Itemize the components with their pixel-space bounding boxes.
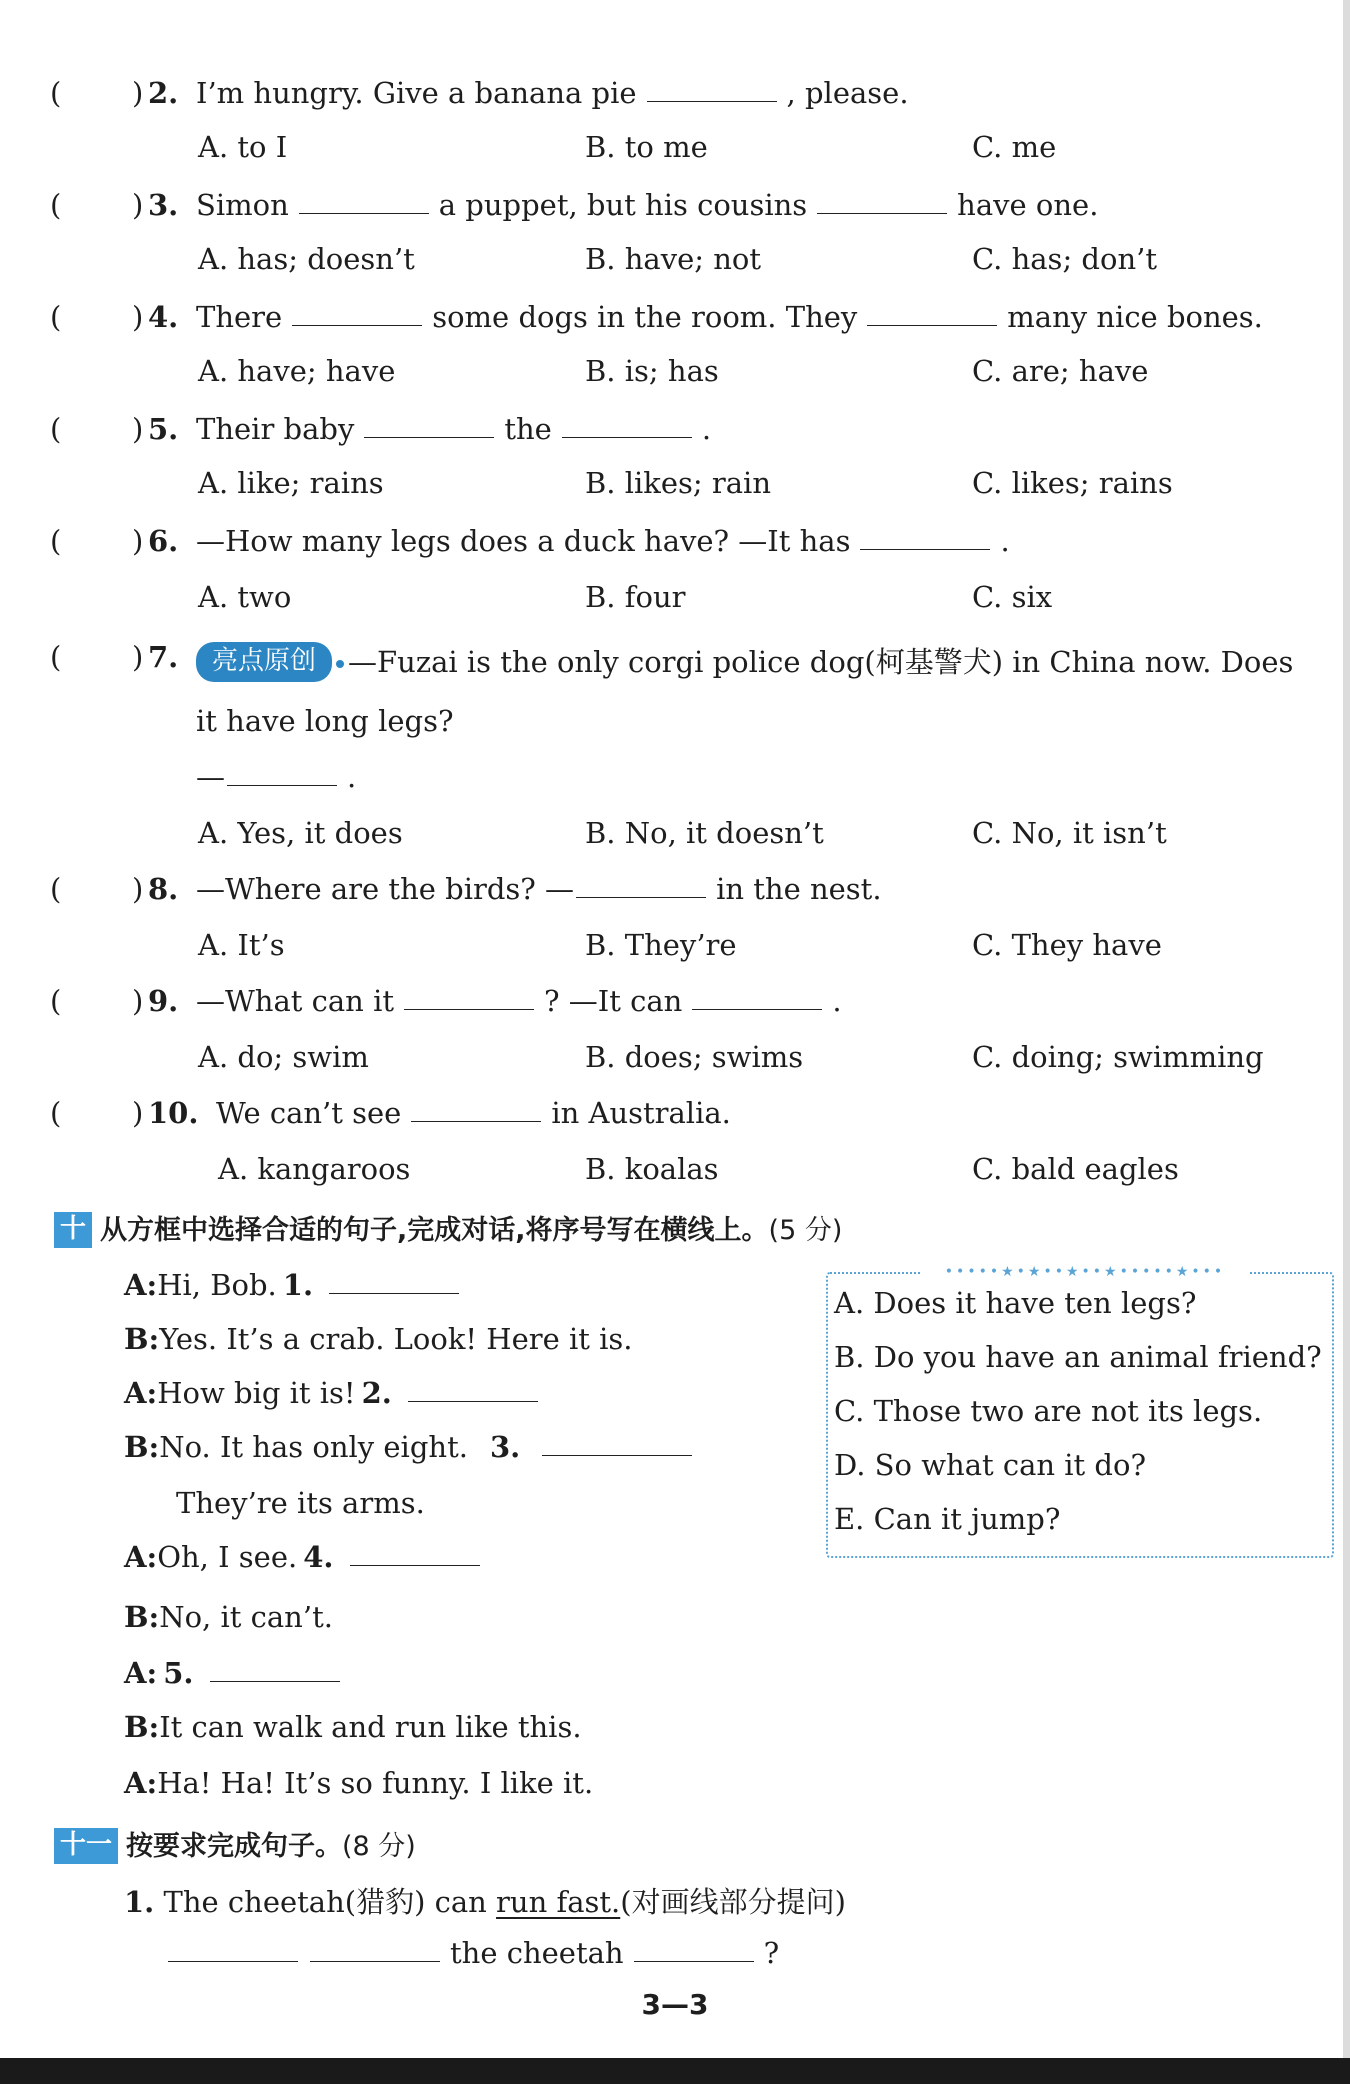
option-a[interactable]: A. has; doesn’t (198, 242, 415, 276)
answer-paren-close: ) (132, 76, 144, 110)
option-b[interactable]: B. is; has (585, 354, 719, 388)
option-c[interactable]: C. has; don’t (972, 242, 1158, 276)
answer-blank[interactable] (299, 212, 429, 214)
option-b[interactable]: B. likes; rain (585, 466, 772, 500)
dialogue-line: B:Yes. It’s a crab. Look! Here it is. (124, 1322, 633, 1356)
question-3-options (0, 242, 1340, 286)
answer-blank[interactable] (634, 1960, 754, 1962)
answer-blank[interactable] (364, 436, 494, 438)
option-b[interactable]: B. No, it doesn’t (585, 816, 824, 850)
question-stem: 亮点原创 —Fuzai is the only corgi police dog(柯基警犬) in China now. Does (196, 640, 1293, 684)
question-number: 9. (148, 984, 179, 1018)
question-number: 2. (148, 76, 179, 110)
question-4: ( ) 4. There some dogs in the room. They many nice bones. (50, 300, 1263, 334)
answer-blank[interactable] (542, 1454, 692, 1456)
page-bottom-edge (0, 2058, 1350, 2084)
question-number: 5. (148, 412, 179, 446)
question-number: 6. (148, 524, 179, 558)
badge-dot (336, 660, 344, 668)
answer-blank[interactable] (817, 212, 947, 214)
question-stem: I’m hungry. Give a banana pie , please. (196, 76, 909, 110)
section-badge: 十一 (54, 1828, 118, 1864)
question-6-options (0, 580, 1340, 624)
question-number: 3. (148, 188, 179, 222)
option-a[interactable]: A. to I (198, 130, 288, 164)
question-6: ( ) 6. —How many legs does a duck have? —It has . (50, 524, 1010, 558)
question-stem: There some dogs in the room. They many nice bones. (196, 300, 1263, 334)
question-7-answer-line: — . (196, 760, 357, 794)
option-a[interactable]: A. have; have (198, 354, 396, 388)
section-badge: 十 (54, 1212, 92, 1248)
question-9-options (0, 1040, 1340, 1084)
answer-blank[interactable] (692, 1008, 822, 1010)
question-stem: Their baby the . (196, 412, 712, 446)
option-c[interactable]: C. No, it isn’t (972, 816, 1167, 850)
page-number: 3—3 (641, 1988, 709, 2021)
section-11-heading (54, 1824, 416, 1866)
section-score: (5 分) (768, 1215, 843, 1246)
option-b[interactable]: B. koalas (585, 1152, 719, 1186)
question-stem: —Where are the birds? — in the nest. (196, 872, 882, 906)
dialogue-line: A:Oh, I see. 4. (124, 1540, 490, 1574)
option-b[interactable]: B. to me (585, 130, 708, 164)
question-stem: Simon a puppet, but his cousins have one. (196, 188, 1099, 222)
dialogue-line: A: 5. (124, 1656, 350, 1690)
dialogue-line: A:How big it is! 2. (124, 1376, 548, 1410)
option-c[interactable]: C. me (972, 130, 1057, 164)
answer-blank[interactable] (210, 1680, 340, 1682)
question-stem: —What can it ? —It can . (196, 984, 842, 1018)
option-c[interactable]: C. bald eagles (972, 1152, 1179, 1186)
box-star-border: •••••★•★••★••★•••••★••• (920, 1264, 1250, 1280)
question-8: ( ) 8. —Where are the birds? — in the nest. (50, 872, 882, 906)
choice-item: C. Those two are not its legs. (834, 1394, 1263, 1428)
option-a[interactable]: A. two (198, 580, 292, 614)
section-title: 按要求完成句子。 (126, 1831, 343, 1862)
question-number: 4. (148, 300, 179, 334)
highlight-original-badge: 亮点原创 (196, 642, 332, 682)
choice-item: E. Can it jump? (834, 1502, 1061, 1536)
dialogue-line: A:Hi, Bob. 1. (124, 1268, 469, 1302)
answer-blank[interactable] (411, 1120, 541, 1122)
rewrite-item-1: 1. The cheetah(猎豹) can run fast.(对画线部分提问) (124, 1885, 846, 1919)
answer-blank[interactable] (227, 784, 337, 786)
option-a[interactable]: A. Yes, it does (198, 816, 403, 850)
answer-blank[interactable] (562, 436, 692, 438)
answer-blank[interactable] (860, 548, 990, 550)
answer-blank[interactable] (647, 100, 777, 102)
choice-item: A. Does it have ten legs? (834, 1286, 1197, 1320)
option-a[interactable]: A. do; swim (198, 1040, 369, 1074)
answer-blank[interactable] (329, 1292, 459, 1294)
question-8-options (0, 928, 1340, 972)
option-a[interactable]: A. like; rains (198, 466, 384, 500)
answer-paren-open: ( (50, 76, 62, 110)
option-c[interactable]: C. six (972, 580, 1053, 614)
answer-blank[interactable] (404, 1008, 534, 1010)
answer-blank[interactable] (168, 1960, 298, 1962)
answer-blank[interactable] (292, 324, 422, 326)
question-7-options (0, 816, 1340, 860)
question-3: ( ) 3. Simon a puppet, but his cousins have one. (50, 188, 1099, 222)
option-c[interactable]: C. are; have (972, 354, 1149, 388)
option-c[interactable]: C. likes; rains (972, 466, 1173, 500)
dialogue-line: B:No, it can’t. (124, 1600, 333, 1634)
option-c[interactable]: C. doing; swimming (972, 1040, 1264, 1074)
answer-blank[interactable] (867, 324, 997, 326)
question-5: ( ) 5. Their baby the . (50, 412, 712, 446)
question-stem: —How many legs does a duck have? —It has . (196, 524, 1010, 558)
question-number: 10. (148, 1096, 199, 1130)
dialogue-line: B:It can walk and run like this. (124, 1710, 582, 1744)
option-b[interactable]: B. have; not (585, 242, 762, 276)
option-b[interactable]: B. They’re (585, 928, 737, 962)
question-number: 7. (148, 640, 179, 674)
section-title: 从方框中选择合适的句子,完成对话,将序号写在横线上。 (100, 1215, 769, 1246)
question-7-line-2: it have long legs? (196, 704, 454, 738)
option-b[interactable]: B. four (585, 580, 686, 614)
question-10: ( ) 10. We can’t see in Australia. (50, 1096, 731, 1130)
option-b[interactable]: B. does; swims (585, 1040, 804, 1074)
question-2-options (0, 130, 1340, 174)
dialogue-line: B:No. It has only eight. 3. (124, 1430, 702, 1464)
option-c[interactable]: C. They have (972, 928, 1162, 962)
question-10-options (0, 1152, 1340, 1196)
choice-item: D. So what can it do? (834, 1448, 1147, 1482)
answer-blank[interactable] (408, 1400, 538, 1402)
question-4-options (0, 354, 1340, 398)
dialogue-continuation: They’re its arms. (176, 1486, 425, 1520)
rewrite-answer-line: the cheetah ? (168, 1936, 779, 1970)
option-a[interactable]: A. It’s (198, 928, 285, 962)
section-10-heading (54, 1208, 842, 1250)
question-2 (0, 76, 1340, 124)
option-a[interactable]: A. kangaroos (218, 1152, 411, 1186)
choice-item: B. Do you have an animal friend? (834, 1340, 1322, 1374)
section-score: (8 分) (342, 1831, 416, 1862)
page-edge-shadow (1343, 0, 1350, 2084)
answer-blank[interactable] (350, 1564, 480, 1566)
question-stem: We can’t see in Australia. (216, 1096, 731, 1130)
underlined-phrase: run fast. (496, 1885, 621, 1919)
question-9: ( ) 9. —What can it ? —It can . (50, 984, 842, 1018)
question-5-options (0, 466, 1340, 510)
answer-blank[interactable] (576, 896, 706, 898)
answer-blank[interactable] (310, 1960, 440, 1962)
question-7: ( ) 7. 亮点原创 —Fuzai is the only corgi police dog(柯基警犬) in China now. Does (0, 640, 1340, 688)
dialogue-line: A:Ha! Ha! It’s so funny. I like it. (124, 1766, 594, 1800)
question-number: 8. (148, 872, 179, 906)
